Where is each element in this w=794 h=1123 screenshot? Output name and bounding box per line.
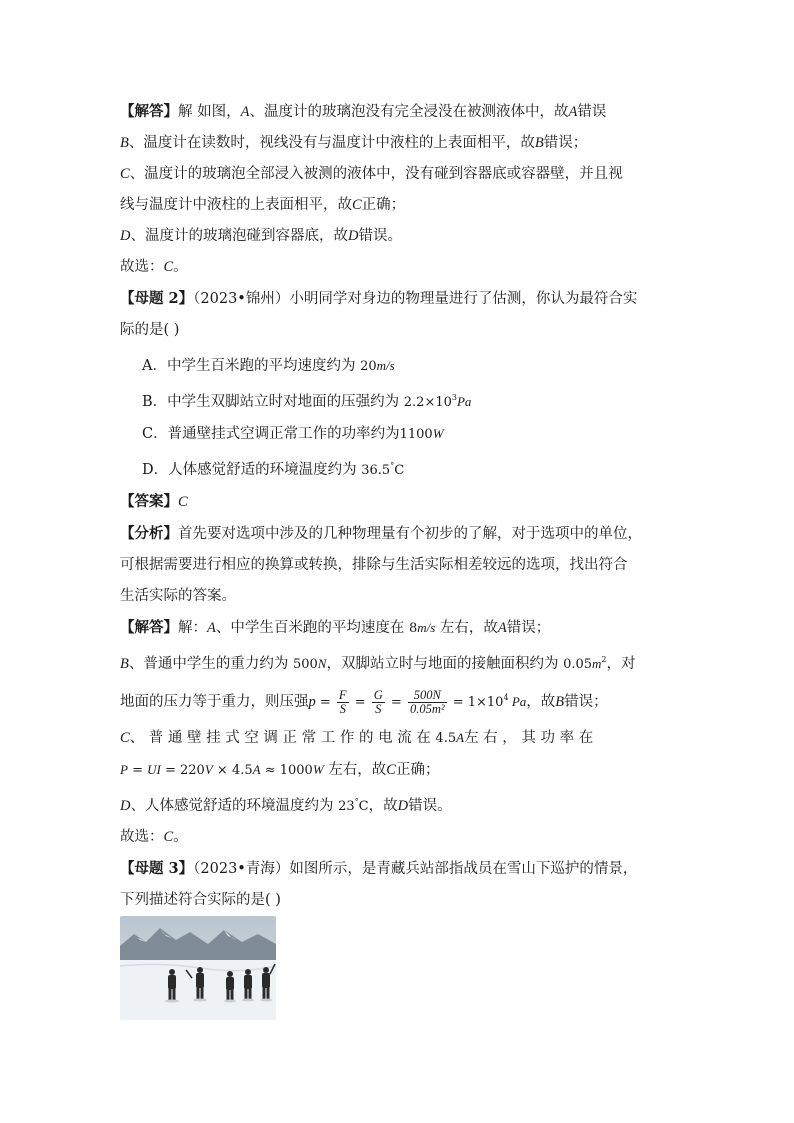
var: B (555, 694, 565, 711)
unit: C (394, 462, 405, 478)
unit: Pa (456, 393, 472, 409)
text: 解 如图， (178, 104, 241, 120)
operator: = (127, 763, 148, 779)
value: 0.05 (563, 656, 593, 672)
operator: = (386, 695, 406, 711)
text: ，对 (606, 655, 636, 672)
label: 【答案】 (120, 492, 178, 510)
question-2-line-1 (120, 283, 690, 315)
degree: ° (390, 460, 395, 470)
analysis-line-2 (120, 550, 690, 581)
solution-line-4 (120, 722, 690, 754)
text: 、温度计的玻璃泡全部浸入被测的液体中，没有碰到容器底或容器壁，并且视 (129, 166, 623, 182)
solution-line-3 (120, 679, 690, 722)
text: 故选： (120, 829, 164, 846)
var: C (178, 493, 188, 510)
text: 、 普 通 壁 挂 式 空 调 正 常 工 作 的 电 流 在 (129, 730, 436, 747)
exponent: 2 (601, 654, 607, 664)
text: 左右，故 (435, 619, 498, 636)
answer-key (120, 486, 690, 518)
text: 正确； (395, 762, 440, 779)
text: 可根据需要进行相应的换算或转换，排除与生活实际相差较远的选项，找出符合 (120, 556, 628, 573)
text: 错误。 (408, 798, 452, 815)
value: 20 (360, 359, 377, 374)
label: 【母题 2】 (120, 290, 194, 307)
text: 际的是( ) (120, 322, 180, 338)
text: 解： (178, 619, 207, 636)
text: 、普通中学生的重力约为 (128, 655, 293, 672)
text: 、温度计的玻璃泡碰到容器底，故 (130, 228, 348, 244)
text: 错误。 (358, 228, 402, 244)
answer-line-5 (120, 221, 690, 252)
analysis-line-3 (120, 581, 690, 612)
option-d (120, 450, 690, 486)
var: D (397, 798, 409, 815)
value: 36.5 (361, 462, 391, 478)
text: 错误； (564, 694, 608, 711)
text: 。 (173, 829, 188, 846)
unit: C (358, 799, 369, 815)
text: B．中学生双脚站立时对地面的压强约为 (142, 393, 404, 410)
text: 下列描述符合实际的是( ) (120, 892, 281, 909)
text: 错误； (543, 135, 588, 151)
operator: = (350, 695, 370, 711)
photo-illustration (120, 916, 276, 1020)
answer-line-2 (120, 128, 690, 159)
var: A (207, 619, 216, 636)
text: 故选： (120, 259, 164, 275)
operator: = (315, 695, 335, 711)
text: 、中学生百米跑的平均速度在 (215, 619, 409, 636)
exponent: 4 (503, 693, 509, 703)
choice-line-1 (120, 252, 690, 283)
text: ，双脚站立时与地面的接触面积约为 (326, 655, 564, 672)
solution-line-5 (120, 754, 690, 786)
value: = 220 (160, 763, 205, 779)
label: 【分析】 (120, 524, 178, 542)
choice-line-2 (120, 822, 690, 853)
var: P (120, 762, 128, 778)
text: 线与温度计中液柱的上表面相平，故 (120, 197, 352, 213)
var: p (308, 694, 316, 711)
value: 4.5 (435, 731, 457, 747)
solution-line-6 (120, 786, 690, 822)
denominator: S (375, 701, 382, 716)
unit: Pa (508, 694, 527, 710)
label: 【母题 3】 (120, 860, 194, 878)
text: ，故 (368, 798, 398, 815)
unit: W (312, 762, 324, 778)
var: C (120, 166, 130, 182)
var: C (386, 762, 396, 779)
question-3-line-1 (120, 853, 690, 885)
text: 、温度计的玻璃泡没有完全浸没在被测液体中，故 (249, 104, 569, 120)
var: A (240, 104, 250, 120)
option-b (120, 382, 690, 418)
text: C．普通壁挂式空调正常工作的功率约为 (142, 425, 400, 442)
text: A．中学生百米跑的平均速度约为 (142, 358, 361, 374)
text: 错误 (577, 104, 607, 120)
text: 、人体感觉舒适的环境温度约为 (130, 798, 339, 815)
var: UI (147, 762, 161, 778)
unit: m/s (376, 358, 395, 373)
text: 。 (173, 259, 188, 275)
numerator: G (373, 687, 383, 702)
solution-line-2 (120, 644, 690, 680)
var: C (352, 197, 362, 213)
var: C (120, 730, 130, 747)
value: 1100 (399, 426, 433, 442)
unit: A (252, 762, 261, 778)
unit: A (456, 730, 465, 746)
snow-patrol-photo (120, 916, 276, 1020)
var: D (347, 228, 359, 244)
text: （2023•锦州）小明同学对身边的物理量进行了估测，你认为最符合实 (193, 291, 638, 307)
answer-line-1 (120, 96, 690, 128)
text: 左右，故 (323, 762, 387, 779)
unit: N (317, 655, 327, 671)
var: B (120, 655, 129, 672)
numerator: 500N (408, 689, 447, 703)
text: （2023•青海）如图所示，是青藏兵站部指战员在雪山下巡护的情景， (193, 861, 638, 878)
analysis-line-1 (120, 518, 690, 550)
text: 生活实际的答案。 (120, 587, 236, 604)
value: = 1×10 (448, 695, 504, 711)
text: 地面的压力等于重力，则压强 (120, 694, 309, 711)
value: ≈ 1000 (260, 763, 313, 779)
unit: V (204, 762, 213, 778)
text: ，故 (526, 694, 556, 711)
value: 23 (338, 799, 355, 815)
unit: W (432, 425, 444, 441)
var: C (163, 829, 174, 846)
exponent: 3 (451, 393, 457, 402)
question-3-line-2 (120, 885, 690, 916)
answer-line-3 (120, 159, 690, 190)
degree: ° (354, 797, 359, 807)
answer-line-4 (120, 190, 690, 221)
value: × 4.5 (212, 763, 253, 779)
fraction-f-over-s (337, 689, 349, 716)
var: D (120, 798, 131, 815)
value: 2.2×10 (403, 394, 452, 410)
label: 【解答】 (120, 103, 178, 120)
var: A (497, 619, 507, 636)
text: 、温度计在读数时，视线没有与温度计中液柱的上表面相平，故 (128, 135, 535, 151)
option-c (120, 418, 690, 450)
text: 左 右 ， 其 功 率 在 (464, 730, 594, 747)
text: 正确； (361, 197, 406, 213)
text: 错误； (506, 619, 551, 636)
var: D (120, 228, 131, 244)
text: 首先要对选项中涉及的几种物理量有个初步的了解，对于选项中的单位， (178, 525, 642, 542)
text: D．人体感觉舒适的环境温度约为 (142, 461, 362, 478)
label: 【解答】 (120, 618, 178, 636)
fraction-g-over-s (372, 689, 385, 716)
solution-line-1 (120, 612, 690, 644)
unit: m (592, 655, 602, 671)
question-2-line-2 (120, 315, 690, 346)
value: 500 (292, 656, 318, 672)
numerator: F (338, 687, 347, 702)
value: 8 (408, 620, 418, 636)
fraction-500-over-area (408, 689, 447, 716)
unit: m/s (417, 619, 436, 635)
denominator: 0.05m² (409, 701, 445, 716)
denominator: S (339, 701, 346, 716)
var: C (163, 259, 174, 275)
option-a (120, 350, 690, 382)
var: A (568, 104, 578, 120)
var: B (120, 135, 129, 151)
document-body (120, 96, 690, 916)
var: B (534, 135, 544, 151)
